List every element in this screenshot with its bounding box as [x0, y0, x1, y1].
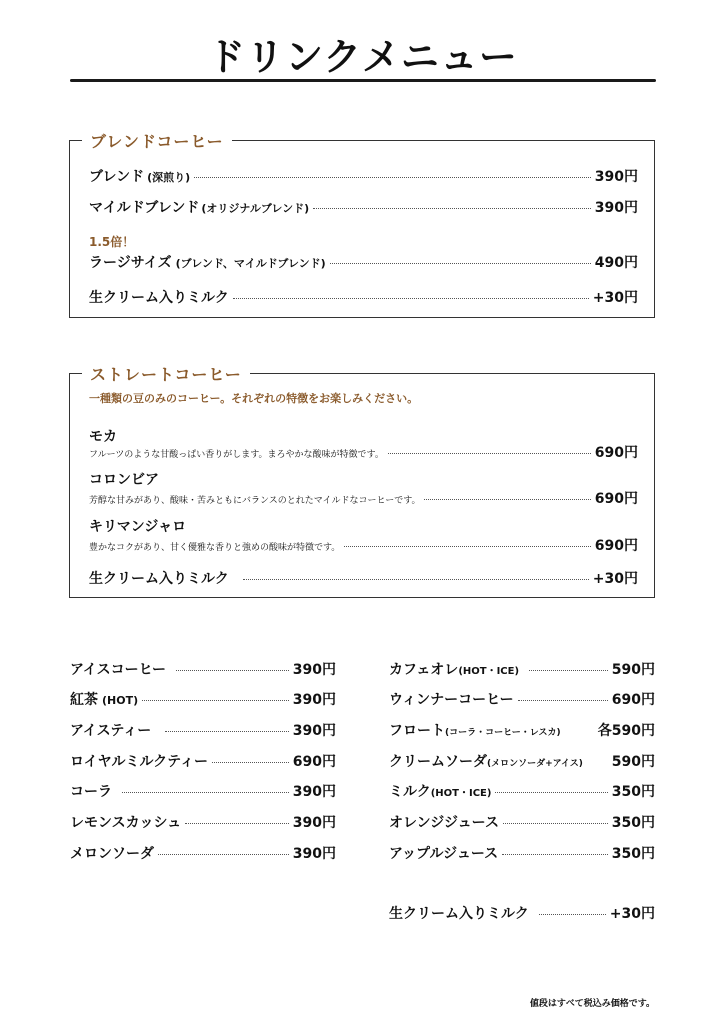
menu-item — [389, 689, 655, 709]
title-divider — [70, 79, 656, 82]
item-description: 豊かなコクがあり、甘く優雅な香りと強めの酸味が特徴です。 — [89, 543, 341, 553]
dot-leader — [158, 854, 289, 855]
item-name: オレンジジュース — [389, 815, 499, 831]
item-name: フロート — [389, 723, 445, 739]
dot-leader — [330, 263, 591, 264]
item-name: 生クリーム入りミルク — [89, 571, 229, 587]
menu-item-blend — [89, 166, 638, 186]
tax-note: 値段はすべて税込み価格です。 — [529, 999, 655, 1009]
dot-leader — [185, 823, 289, 824]
item-note: (オリジナルブレンド) — [201, 202, 310, 215]
dot-leader — [212, 762, 289, 763]
page-title: ドリンクメニュー — [207, 35, 518, 79]
item-price: 590円 — [611, 662, 655, 678]
item-price: 350円 — [611, 815, 655, 831]
dot-leader — [424, 499, 590, 500]
menu-item-colombia-name — [89, 469, 638, 489]
blend-coffee-heading: ブレンドコーヒー — [82, 129, 232, 152]
item-name: アイスコーヒー — [70, 662, 167, 678]
item-price: 390円 — [594, 200, 638, 216]
item-name: モカ — [89, 429, 117, 445]
dot-leader — [176, 670, 289, 671]
straight-tagline — [89, 390, 638, 406]
dot-leader — [344, 546, 590, 547]
dot-leader — [495, 792, 607, 793]
item-note: (HOT・ICE) — [458, 666, 520, 677]
item-name: ラージサイズ — [89, 255, 172, 271]
item-description: フルーツのような甘酸っぱい香りがします。まろやかな酸味が特徴です。 — [89, 450, 384, 460]
menu-item — [389, 781, 655, 801]
item-price: 590円 — [611, 754, 655, 770]
menu-item-kilimanjaro-name — [89, 516, 638, 536]
menu-item-kilimanjaro — [89, 535, 638, 555]
item-note: (HOT) — [102, 694, 139, 707]
item-price: 350円 — [611, 784, 655, 800]
menu-item-colombia — [89, 488, 638, 508]
menu-item — [389, 751, 655, 771]
blend-coffee-section — [69, 132, 655, 318]
item-price: +30円 — [592, 571, 638, 587]
dot-leader — [502, 854, 608, 855]
menu-item — [389, 720, 655, 740]
menu-item-mild-blend — [89, 197, 638, 217]
menu-item — [70, 751, 336, 771]
item-name: ウィンナーコーヒー — [389, 692, 514, 708]
item-price: 690円 — [611, 692, 655, 708]
item-price: 390円 — [292, 723, 336, 739]
item-price: 390円 — [292, 846, 336, 862]
item-price: 690円 — [292, 754, 336, 770]
menu-item — [70, 843, 336, 863]
menu-item — [389, 659, 655, 679]
item-name: アイスティー — [70, 723, 152, 739]
menu-item-cream-milk — [89, 287, 638, 307]
menu-item — [389, 843, 655, 863]
dot-leader — [243, 579, 589, 580]
item-note: (HOT・ICE) — [430, 788, 492, 799]
item-name: ロイヤルミルクティー — [70, 754, 209, 770]
item-name: ミルク — [389, 784, 431, 800]
item-price: 390円 — [292, 692, 336, 708]
tagline-text: 一種類の豆のみのコーヒー。それぞれの特徴をお楽しみください。 — [89, 392, 419, 405]
item-description: 芳醇な甘みがあり、酸味・苦みともにバランスのとれたマイルドなコーヒーです。 — [89, 496, 421, 506]
item-price: +30円 — [592, 290, 638, 306]
item-name: アップルジュース — [389, 846, 499, 862]
item-name: マイルドブレンド — [89, 200, 200, 216]
item-name: コーラ — [70, 784, 112, 800]
item-name: レモンスカッシュ — [70, 815, 182, 831]
large-size-note: 1.5倍！ — [89, 235, 135, 249]
item-note: (コーラ・コーヒー・レスカ) — [445, 728, 561, 738]
item-price: 690円 — [594, 445, 638, 461]
item-name: 生クリーム入りミルク — [89, 290, 229, 306]
item-price: 490円 — [594, 255, 638, 271]
menu-item — [70, 720, 336, 740]
menu-item-large-size — [89, 252, 638, 272]
item-note: (深煎り) — [147, 171, 191, 184]
item-price: 690円 — [594, 491, 638, 507]
item-note: (メロンソーダ+アイス) — [487, 759, 583, 769]
menu-item-cream-milk — [89, 568, 638, 588]
dot-leader — [313, 208, 591, 209]
item-price: 690円 — [594, 538, 638, 554]
item-name: 紅茶 — [70, 692, 98, 708]
dot-leader — [165, 731, 289, 732]
straight-coffee-heading: ストレートコーヒー — [82, 362, 250, 385]
item-price: +30円 — [609, 906, 655, 922]
item-name: コロンビア — [89, 472, 159, 488]
menu-item — [70, 812, 336, 832]
item-price: 350円 — [611, 846, 655, 862]
dot-leader — [518, 700, 608, 701]
dot-leader — [539, 914, 606, 915]
dot-leader — [503, 823, 608, 824]
item-price: 各590円 — [597, 723, 655, 739]
menu-item-cream-milk — [389, 903, 655, 923]
item-name: ブレンド — [89, 169, 145, 185]
dot-leader — [529, 670, 608, 671]
item-price: 390円 — [292, 784, 336, 800]
dot-leader — [388, 453, 591, 454]
item-name: キリマンジャロ — [89, 519, 187, 535]
dot-leader — [142, 700, 289, 701]
item-name: 生クリーム入りミルク — [389, 906, 529, 922]
straight-coffee-section — [69, 365, 655, 598]
item-name: カフェオレ — [389, 662, 459, 678]
dot-leader — [233, 298, 589, 299]
large-size-label — [89, 233, 638, 250]
item-price: 390円 — [594, 169, 638, 185]
dot-leader — [122, 792, 289, 793]
item-note: (ブレンド、マイルドブレンド) — [175, 257, 326, 270]
menu-item — [70, 781, 336, 801]
menu-item — [70, 689, 336, 709]
menu-item-mocha — [89, 442, 638, 462]
menu-item — [389, 812, 655, 832]
dot-leader — [194, 177, 591, 178]
item-price: 390円 — [292, 815, 336, 831]
menu-item — [70, 659, 336, 679]
item-name: クリームソーダ — [389, 754, 487, 770]
item-name: メロンソーダ — [70, 846, 154, 862]
item-price: 390円 — [292, 662, 336, 678]
